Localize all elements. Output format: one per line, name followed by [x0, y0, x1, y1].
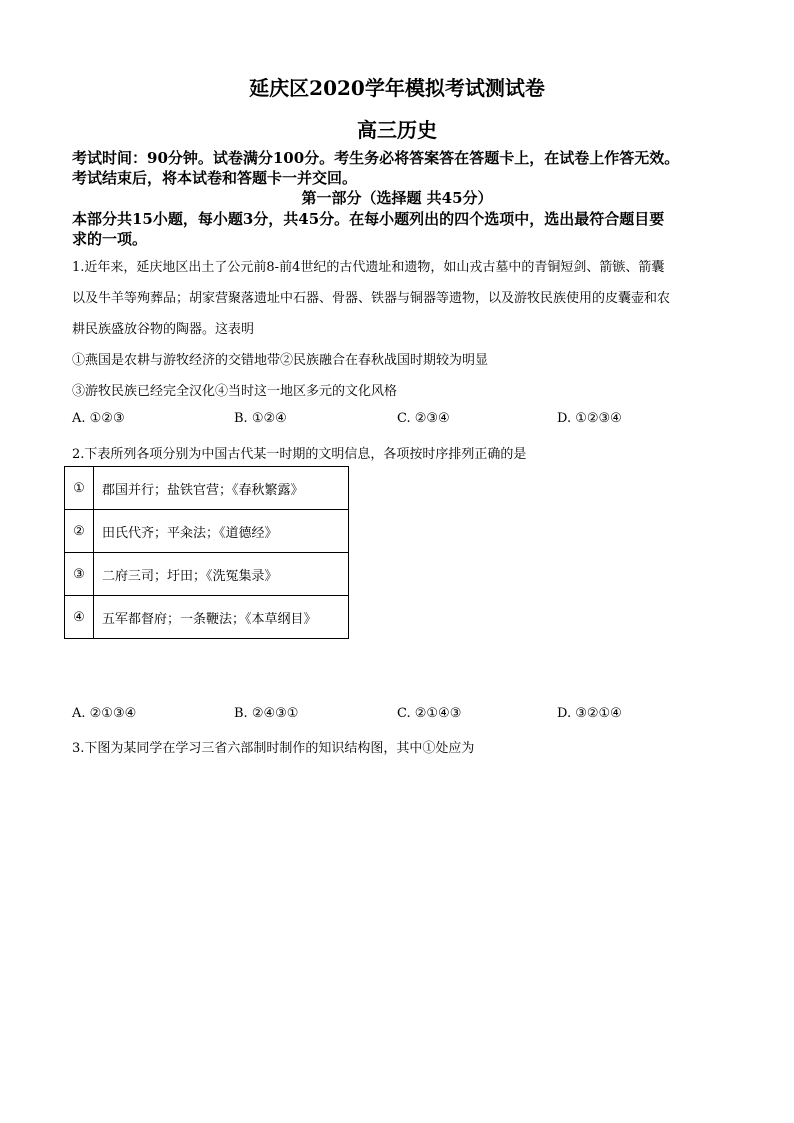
q2-row-text: 二府三司；圩田；《洗冤集录》 [94, 553, 349, 596]
q2-stem: 2.下表所列各项分别为中国古代某一时期的文明信息，各项按时序排列正确的是 [72, 447, 527, 462]
q2-row-text: 五军都督府；一条鞭法；《本草纲目》 [94, 596, 349, 639]
section-description-line-1: 本部分共15小题，每小题3分，共45分。在每小题列出的四个选项中，选出最符合题目要 [72, 210, 665, 228]
exam-subject: 高三历史 [357, 118, 437, 142]
instructions-line-1: 考试时间：90分钟。试卷满分100分。考生务必将答案答在答题卡上，在试卷上作答无效。 [72, 149, 680, 167]
q1-option-d[interactable]: D. ①②③④ [557, 411, 622, 426]
q3-stem: 3.下图为某同学在学习三省六部制时制作的知识结构图，其中①处应为 [72, 741, 475, 756]
table-row [65, 467, 349, 510]
q1-statements-line-1: ①燕国是农耕与游牧经济的交错地带②民族融合在春秋战国时期较为明显 [72, 353, 489, 368]
q1-option-b[interactable]: B. ①②④ [234, 411, 287, 426]
instructions-line-2: 考试结束后，将本试卷和答题卡一并交回。 [72, 169, 358, 187]
q1-stem-line-2: 以及牛羊等殉葬品；胡家营聚落遗址中石器、骨器、铁器与铜器等遗物，以及游牧民族使用的皮囊壶和农 [72, 291, 671, 306]
section-description-line-2: 求的一项。 [72, 230, 148, 248]
q2-row-number: ① [65, 467, 94, 510]
q1-option-a[interactable]: A. ①②③ [72, 411, 125, 426]
q2-option-a[interactable]: A. ②①③④ [72, 706, 137, 721]
q2-row-text: 郡国并行；盐铁官营；《春秋繁露》 [94, 467, 349, 510]
q2-option-d[interactable]: D. ③②①④ [557, 706, 622, 721]
q2-row-number: ④ [65, 596, 94, 639]
q1-stem-line-1: 1.近年来，延庆地区出土了公元前8-前4世纪的古代遗址和遗物，如山戎古墓中的青铜短剑、箭镞、箭囊 [72, 260, 665, 275]
table-row [65, 510, 349, 553]
section-heading: 第一部分（选择题 共45分） [301, 189, 493, 207]
q1-stem-line-3: 耕民族盛放谷物的陶器。这表明 [72, 322, 255, 337]
q2-row-number: ③ [65, 553, 94, 596]
q2-info-table [64, 466, 349, 639]
table-row [65, 596, 349, 639]
q2-row-text: 田氏代齐；平籴法；《道德经》 [94, 510, 349, 553]
q2-row-number: ② [65, 510, 94, 553]
exam-title: 延庆区2020学年模拟考试测试卷 [249, 76, 545, 100]
q1-option-c[interactable]: C. ②③④ [397, 411, 450, 426]
q2-option-c[interactable]: C. ②①④③ [397, 706, 462, 721]
table-row [65, 553, 349, 596]
q2-option-b[interactable]: B. ②④③① [234, 706, 299, 721]
q1-statements-line-2: ③游牧民族已经完全汉化④当时这一地区多元的文化风格 [72, 384, 398, 399]
